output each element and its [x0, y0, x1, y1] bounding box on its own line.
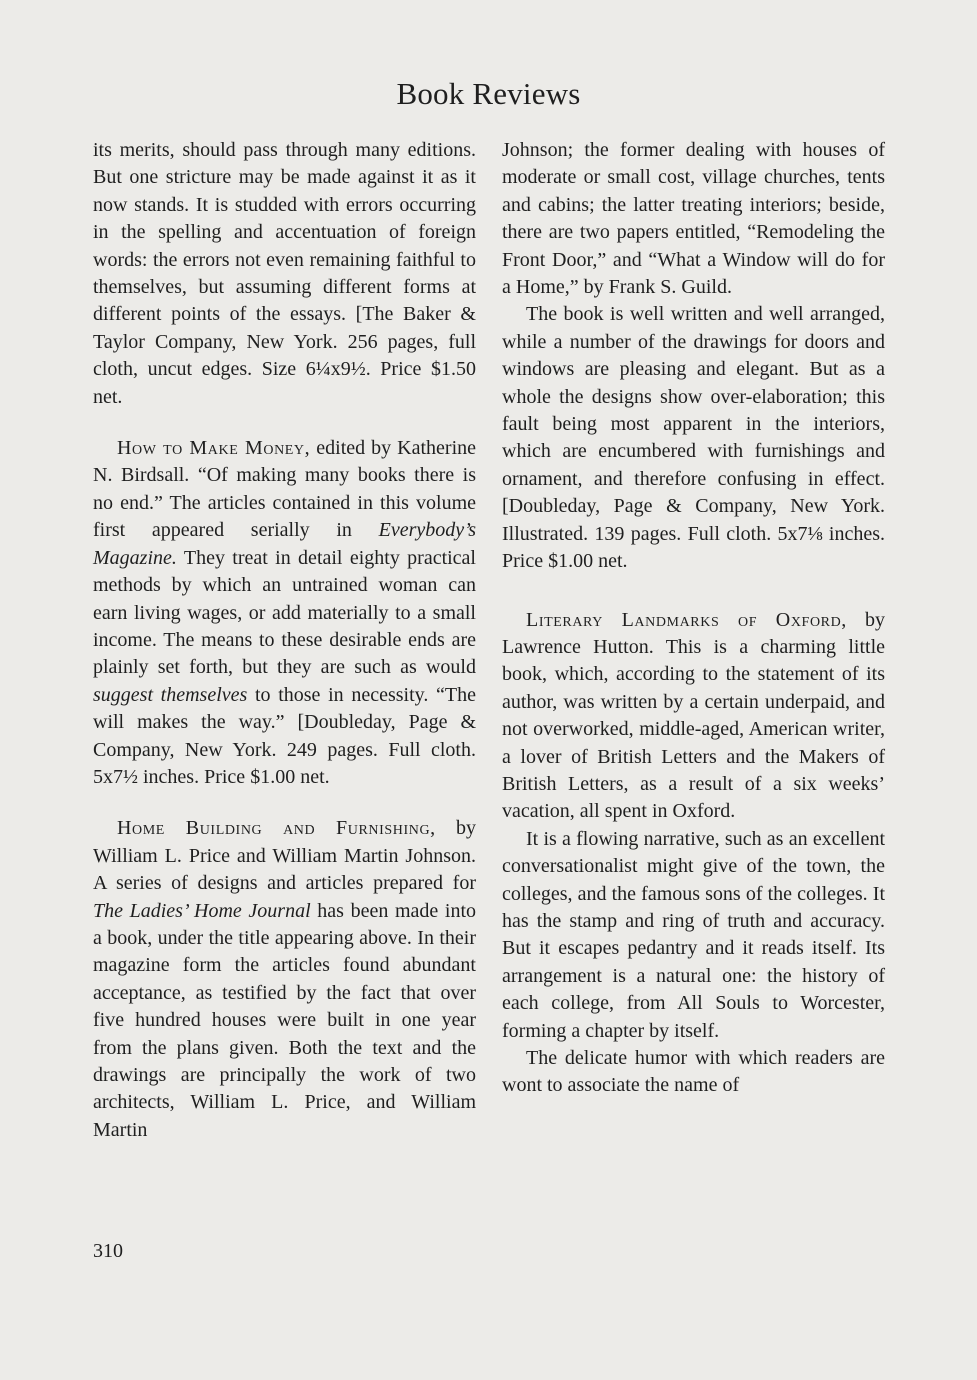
review-text: by Lawrence Hutton. This is a charming little book, which, according to the statement of its author, was written by a certain underpaid, and not overworked, middle-aged, American writer, a lover of British Letters and the Makers of British Letters, as a result of a six weeks’ vacation, all spent in Oxford.	[502, 608, 885, 823]
review-continuation: its merits, should pass through many editions. But one stricture may be made against it as it now stands. It is studded with errors occurring in the spelling and accentuation of foreign words: the errors not even remaining faithful to themselves, but assuming different forms at different points of the essays. [The Baker & Taylor Company, New York. 256 pages, full cloth, uncut edges. Size 6¼x9½. Price $1.50 net.	[93, 139, 476, 408]
review-paragraph: The delicate humor with which readers are wont to associate the name of	[502, 1047, 885, 1097]
review-literary-landmarks	[502, 607, 885, 826]
review-paragraph: It is a flowing narrative, such as an excellent conversationalist might give of the town, the colleges, and the famous sons of the colleges. It has the stamp and ring of truth and accuracy. But it escapes pedantry and it reads itself. Its arrangement is a natural one: the history of each college, from All Souls to Worcester, forming a chapter by itself.	[502, 827, 885, 1042]
review-continuation: Johnson; the former dealing with houses of moderate or small cost, village churches, tents and cabins; the latter treating interiors; beside, there are two papers entitled, “Remodeling the Front Door,” and “What a Window will do for a Home,” by Frank S. Guild.	[502, 139, 885, 299]
review-text: has been made into a book, under the title appearing above. In their magazine form the articles found abundant acceptance, as testified by the fact that over five hundred houses were built in one year from the plans given. Both the text and the drawings are principally the work of two architects, William L. Price, and William Martin	[93, 899, 477, 1141]
review-text: They treat in detail eighty practical methods by which an untrained woman can earn living wages, or add materially to a small income. The means to these desirable ends are plainly set forth, but they are such as would	[93, 546, 476, 679]
review-text: by William L. Price and William Martin Johnson. A series of designs and articles prepared for	[93, 817, 476, 895]
right-column	[502, 137, 885, 1100]
review-paragraph: The book is well written and well arranged, while a number of the drawings for doors and windows are pleasing and elegant. But as a whole the designs show over-elaboration; this fault being most apparent in the interiors, which are encumbered with furnishings and ornament, and therefore confusing in effect. [Doubleday, Page & Company, New York. Illustrated. 139 pages. Full cloth. 5x7⅛ inches. Price $1.00 net.	[502, 303, 885, 573]
review-home-building	[93, 815, 476, 1144]
review-how-to-make-money	[93, 435, 476, 791]
emphasis-text: suggest themselves	[93, 683, 248, 706]
book-title: How to Make Money,	[117, 437, 311, 460]
review-text: to those in necessity. “The will makes the way.” [Doubleday, Page & Company, New York. 249 pages. Full cloth. 5x7½ inches. Price $1.00 net.	[93, 683, 476, 788]
page-title: Book Reviews	[396, 76, 581, 111]
review-text: edited by Katherine N. Birdsall. “Of making many books there is no end.” The articles contained in this volume first appeared serially in	[93, 437, 477, 542]
left-column	[93, 137, 476, 1144]
book-title: Literary Landmarks of Oxford,	[526, 608, 847, 631]
book-title: Home Building and Furnishing,	[117, 817, 436, 840]
page-number: 310	[93, 1240, 123, 1262]
magazine-title: Everybody’s Magazine.	[93, 519, 476, 569]
magazine-title: The Ladies’ Home Journal	[93, 899, 311, 922]
